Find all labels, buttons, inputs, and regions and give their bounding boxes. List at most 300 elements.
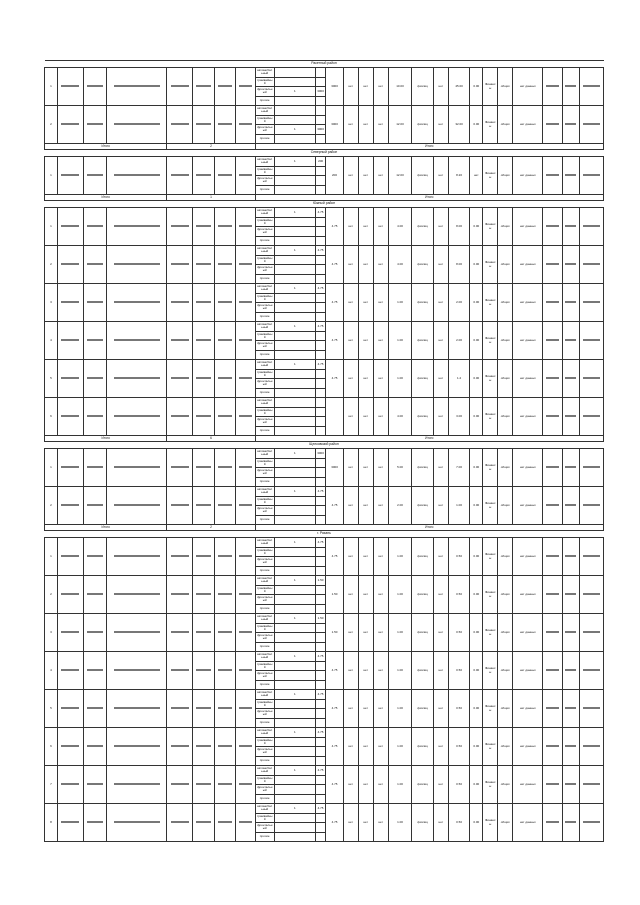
value-cell: Финансы <box>483 614 498 652</box>
total-label: Итого <box>45 195 167 201</box>
cell-text <box>193 576 214 614</box>
operation-count <box>274 623 315 633</box>
operation-count <box>274 227 315 237</box>
operation-value: 4.75 <box>315 208 326 218</box>
section-title: Северный район <box>45 150 604 157</box>
cell-text <box>107 576 167 614</box>
text-stub <box>218 783 233 785</box>
cell-text <box>193 728 214 766</box>
row-number: 1 <box>45 538 58 576</box>
value-cell: нет <box>373 576 388 614</box>
total-count: 2 <box>167 525 255 531</box>
cell-text <box>193 322 214 360</box>
operation-value: 4.75 <box>315 322 326 332</box>
operation-count: 1 <box>274 614 315 624</box>
cell-text <box>167 398 193 436</box>
cell-text <box>83 449 107 487</box>
text-stub <box>239 174 252 176</box>
text-stub <box>87 85 104 87</box>
cell-text <box>214 487 235 525</box>
cell-text <box>543 208 562 246</box>
operation-value <box>315 293 326 303</box>
registry-subrow <box>45 284 604 294</box>
text-stub <box>239 377 252 379</box>
operation-type: трамвайный <box>256 699 273 707</box>
operation-type: автомобильный <box>255 652 274 662</box>
operation-type: прочие <box>255 350 274 360</box>
cell-text <box>57 766 83 804</box>
value-cell: нет <box>373 360 388 398</box>
cell-text <box>236 284 255 322</box>
text-stub <box>583 339 600 341</box>
text-stub <box>196 466 211 468</box>
text-stub <box>218 301 233 303</box>
value-cell: нет <box>373 284 388 322</box>
value-cell: нет <box>433 322 448 360</box>
cell-text <box>236 614 255 652</box>
operation-type: трамвайный <box>256 585 273 593</box>
total-count: 1 <box>167 195 255 201</box>
operation-value: 4.75 <box>315 284 326 294</box>
text-stub <box>218 555 233 557</box>
value-cell: 4.75 <box>326 804 343 842</box>
cell-text <box>193 690 214 728</box>
operation-type: автомобильный <box>255 449 274 459</box>
cell-text <box>167 766 193 804</box>
text-stub <box>239 225 252 227</box>
value-cell: нет <box>343 106 358 144</box>
operation-type: трамвайный <box>256 255 273 263</box>
value-cell: 0.50 <box>448 576 469 614</box>
cell-text <box>562 728 579 766</box>
text-stub <box>565 339 576 341</box>
section-header-row <box>45 150 604 157</box>
value-cell: физлиц <box>412 360 433 398</box>
cell-text <box>57 614 83 652</box>
cell-text <box>57 157 83 195</box>
operation-type: прочие <box>255 388 274 398</box>
cell-text <box>543 68 562 106</box>
value-cell: 1.00 <box>388 576 412 614</box>
value-cell: Финансы <box>483 157 498 195</box>
value-cell: Финансы <box>483 804 498 842</box>
operation-count <box>274 823 315 833</box>
value-cell: 1.00 <box>388 766 412 804</box>
cell-text <box>167 157 193 195</box>
cell-text <box>193 652 214 690</box>
operation-count: 1 <box>274 538 315 548</box>
operation-count <box>274 737 315 747</box>
operation-type: трамвайный <box>256 623 273 631</box>
operation-type: прочие <box>255 236 274 246</box>
operation-value <box>315 623 326 633</box>
registry-subrow <box>45 106 604 116</box>
cell-text <box>543 804 562 842</box>
row-number: 3 <box>45 614 58 652</box>
text-stub <box>239 783 252 785</box>
text-stub <box>196 174 211 176</box>
text-stub <box>583 263 600 265</box>
registry-subrow <box>45 360 604 370</box>
value-cell: 1.00 <box>388 284 412 322</box>
value-cell: нет <box>433 487 448 525</box>
row-number: 1 <box>45 68 58 106</box>
cell-text <box>543 652 562 690</box>
value-cell: нет <box>358 68 373 106</box>
operation-count <box>274 756 315 766</box>
cell-text <box>107 284 167 322</box>
value-cell: нет <box>358 157 373 195</box>
text-stub <box>218 504 233 506</box>
text-stub <box>196 123 211 125</box>
section-header-row <box>45 61 604 68</box>
cell-text <box>543 322 562 360</box>
text-stub <box>87 821 104 823</box>
cell-text <box>107 398 167 436</box>
value-cell: 2.00 <box>448 322 469 360</box>
cell-text <box>579 398 603 436</box>
operation-value <box>315 274 326 284</box>
operation-count <box>274 217 315 227</box>
cell-text <box>57 690 83 728</box>
text-stub <box>218 85 233 87</box>
text-stub <box>565 174 576 176</box>
operation-count <box>274 185 315 195</box>
operation-type: трамвайный <box>256 166 273 174</box>
cell-text <box>193 614 214 652</box>
text-stub <box>61 555 79 557</box>
operation-type: фронтальный <box>256 709 273 717</box>
text-stub <box>583 555 600 557</box>
text-stub <box>546 174 559 176</box>
text-stub <box>239 707 252 709</box>
total-text: Итого <box>255 525 603 531</box>
text-stub <box>171 301 189 303</box>
operation-count <box>274 604 315 614</box>
operation-value <box>315 331 326 341</box>
cell-text <box>57 208 83 246</box>
operation-count <box>274 832 315 842</box>
value-cell: физлиц <box>412 690 433 728</box>
operation-type: трамвайный <box>256 217 273 225</box>
text-stub <box>114 415 160 417</box>
text-stub <box>565 593 576 595</box>
value-cell: нет данных <box>513 652 543 690</box>
value-cell: нет данных <box>513 614 543 652</box>
operation-count <box>274 312 315 322</box>
cell-text <box>236 690 255 728</box>
value-cell: физлиц <box>412 449 433 487</box>
cell-text <box>57 576 83 614</box>
value-cell: нет <box>358 322 373 360</box>
text-stub <box>546 466 559 468</box>
value-cell: общих <box>498 246 513 284</box>
value-cell: нет <box>433 576 448 614</box>
value-cell: нет данных <box>513 284 543 322</box>
operation-count <box>274 813 315 823</box>
value-cell: физлиц <box>412 106 433 144</box>
cell-text <box>236 398 255 436</box>
operation-value <box>315 468 326 478</box>
cell-text <box>579 487 603 525</box>
text-stub <box>87 783 104 785</box>
text-stub <box>87 415 104 417</box>
cell-text <box>83 576 107 614</box>
value-cell: нет <box>343 576 358 614</box>
cell-text <box>543 284 562 322</box>
cell-text <box>236 157 255 195</box>
cell-text <box>107 652 167 690</box>
operation-value: 1.50 <box>315 614 326 624</box>
text-stub <box>583 415 600 417</box>
registry-subrow <box>45 208 604 218</box>
text-stub <box>546 669 559 671</box>
text-stub <box>565 783 576 785</box>
value-cell: нет <box>433 360 448 398</box>
text-stub <box>239 631 252 633</box>
cell-text <box>236 322 255 360</box>
operation-type: фронтальный <box>256 595 273 603</box>
operation-count <box>274 515 315 525</box>
value-cell: физлиц <box>412 284 433 322</box>
operation-value <box>315 515 326 525</box>
text-stub <box>87 593 104 595</box>
value-cell: 4.75 <box>326 690 343 728</box>
text-stub <box>87 707 104 709</box>
operation-value <box>315 785 326 795</box>
operation-type: автомобильный <box>255 728 274 738</box>
value-cell: 4.00 <box>388 246 412 284</box>
value-cell: 1.00 <box>388 804 412 842</box>
text-stub <box>546 745 559 747</box>
value-cell: 0.00 <box>470 652 483 690</box>
value-cell: 0.00 <box>470 690 483 728</box>
text-stub <box>114 593 160 595</box>
cell-text <box>193 804 214 842</box>
value-cell: 0.50 <box>448 538 469 576</box>
operation-count: 1 <box>274 208 315 218</box>
cell-text <box>57 360 83 398</box>
operation-count: 1 <box>274 125 315 135</box>
cell-text <box>236 487 255 525</box>
cell-text <box>214 538 235 576</box>
operation-count <box>274 341 315 351</box>
value-cell: 4.00 <box>388 208 412 246</box>
value-cell: 0.00 <box>470 766 483 804</box>
operation-type: автомобильный <box>255 360 274 370</box>
cell-text <box>562 106 579 144</box>
cell-text <box>167 284 193 322</box>
value-cell: 0.00 <box>470 449 483 487</box>
cell-text <box>562 68 579 106</box>
cell-text <box>167 449 193 487</box>
operation-count <box>274 496 315 506</box>
text-stub <box>87 263 104 265</box>
value-cell: нет <box>373 398 388 436</box>
value-cell: нет <box>343 208 358 246</box>
operation-value <box>315 369 326 379</box>
value-cell <box>326 398 343 436</box>
cell-text <box>214 68 235 106</box>
value-cell: Финансы <box>483 68 498 106</box>
cell-text <box>57 449 83 487</box>
cell-text <box>57 398 83 436</box>
value-cell: 0.00 <box>470 322 483 360</box>
value-cell: нет <box>358 804 373 842</box>
cell-text <box>193 157 214 195</box>
operation-value <box>315 709 326 719</box>
value-cell: Финансы <box>483 284 498 322</box>
cell-text <box>543 246 562 284</box>
text-stub <box>546 301 559 303</box>
value-cell: 1.00 <box>388 322 412 360</box>
cell-text <box>236 208 255 246</box>
text-stub <box>196 415 211 417</box>
text-stub <box>61 631 79 633</box>
text-stub <box>87 669 104 671</box>
cell-text <box>57 284 83 322</box>
cell-text <box>167 246 193 284</box>
value-cell: 0.50 <box>448 614 469 652</box>
operation-count <box>274 236 315 246</box>
cell-text <box>579 246 603 284</box>
text-stub <box>218 263 233 265</box>
value-cell: нет <box>373 538 388 576</box>
cell-text <box>83 322 107 360</box>
value-cell: нет <box>433 68 448 106</box>
operation-type: трамвайный <box>256 293 273 301</box>
operation-value <box>315 633 326 643</box>
cell-text <box>579 449 603 487</box>
value-cell: нет <box>433 652 448 690</box>
value-cell: нет <box>373 690 388 728</box>
operation-count <box>274 106 315 116</box>
registry-subrow <box>45 652 604 662</box>
cell-text <box>562 690 579 728</box>
registry-subrow <box>45 322 604 332</box>
value-cell: нет <box>358 246 373 284</box>
section-title: г. Рязань <box>45 531 604 538</box>
text-stub <box>583 225 600 227</box>
value-cell: 0.00 <box>470 360 483 398</box>
cell-text <box>562 284 579 322</box>
operation-value <box>315 388 326 398</box>
text-stub <box>61 174 79 176</box>
value-cell: 0.00 <box>470 487 483 525</box>
cell-text <box>167 487 193 525</box>
operation-type: фронтальный <box>256 227 273 235</box>
cell-text <box>83 652 107 690</box>
operation-value <box>315 176 326 186</box>
operation-count <box>274 303 315 313</box>
value-cell: Финансы <box>483 106 498 144</box>
value-cell: нет <box>433 614 448 652</box>
operation-count <box>274 775 315 785</box>
text-stub <box>196 707 211 709</box>
operation-type: автомобильный <box>255 487 274 497</box>
operation-count <box>274 642 315 652</box>
text-stub <box>546 783 559 785</box>
operation-value: 200 <box>315 157 326 167</box>
text-stub <box>546 377 559 379</box>
registry-subrow <box>45 766 604 776</box>
text-stub <box>565 225 576 227</box>
cell-text <box>107 360 167 398</box>
text-stub <box>546 631 559 633</box>
value-cell: нет <box>343 690 358 728</box>
operation-value <box>315 566 326 576</box>
operation-count <box>274 388 315 398</box>
operation-value <box>315 477 326 487</box>
value-cell: нет <box>343 284 358 322</box>
value-cell: 0.00 <box>470 208 483 246</box>
operation-type: автомобильный <box>255 246 274 256</box>
text-stub <box>196 593 211 595</box>
value-cell: 0.00 <box>470 284 483 322</box>
operation-count: 1 <box>274 360 315 370</box>
value-cell: Финансы <box>483 576 498 614</box>
value-cell: 0.00 <box>470 106 483 144</box>
operation-type: фронтальный <box>256 823 273 831</box>
cell-text <box>579 68 603 106</box>
value-cell: нет данных <box>513 690 543 728</box>
text-stub <box>565 669 576 671</box>
text-stub <box>61 225 79 227</box>
row-number: 2 <box>45 106 58 144</box>
value-cell: нет <box>358 360 373 398</box>
cell-text <box>214 246 235 284</box>
value-cell: 1.2 <box>448 360 469 398</box>
value-cell: нет данных <box>513 322 543 360</box>
text-stub <box>87 174 104 176</box>
section-header-row <box>45 531 604 538</box>
value-cell: нет <box>373 246 388 284</box>
value-cell: 4.75 <box>326 246 343 284</box>
cell-text <box>579 766 603 804</box>
cell-text <box>214 157 235 195</box>
value-cell: нет <box>433 284 448 322</box>
cell-text <box>214 208 235 246</box>
value-cell: нет <box>358 398 373 436</box>
text-stub <box>87 555 104 557</box>
value-cell: нет <box>433 728 448 766</box>
cell-text <box>107 690 167 728</box>
operation-value: 3000 <box>315 449 326 459</box>
value-cell: 3000 <box>326 106 343 144</box>
text-stub <box>218 466 233 468</box>
registry-subrow <box>45 576 604 586</box>
text-stub <box>546 123 559 125</box>
value-cell: 8.20 <box>448 157 469 195</box>
text-stub <box>239 593 252 595</box>
operation-value <box>315 747 326 757</box>
text-stub <box>218 821 233 823</box>
text-stub <box>171 555 189 557</box>
value-cell: нет <box>470 157 483 195</box>
text-stub <box>114 745 160 747</box>
operation-count <box>274 293 315 303</box>
value-cell: нет <box>343 449 358 487</box>
text-stub <box>196 631 211 633</box>
cell-text <box>214 766 235 804</box>
row-number: 1 <box>45 208 58 246</box>
row-number: 6 <box>45 728 58 766</box>
operation-count <box>274 115 315 125</box>
operation-type: фронтальный <box>256 303 273 311</box>
cell-text <box>167 728 193 766</box>
text-stub <box>87 745 104 747</box>
operation-count <box>274 398 315 408</box>
